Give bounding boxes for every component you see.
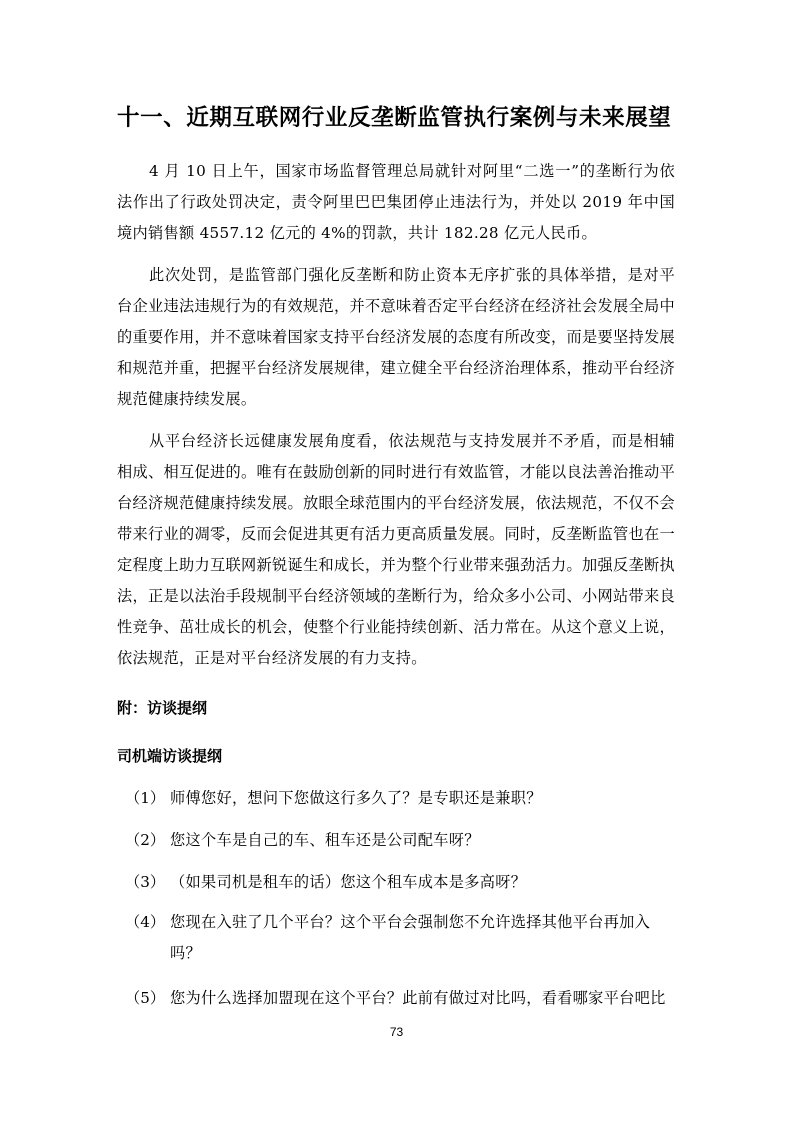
question-number: （5） — [125, 989, 166, 1007]
question-number: （4） — [125, 913, 166, 931]
question-number: （1） — [125, 789, 166, 807]
page-number: 73 — [389, 1025, 404, 1039]
question-text: 您这个车是自己的车、租车还是公司配车呀？ — [170, 831, 480, 849]
question-text: （如果司机是租车的话）您这个租车成本是多高呀？ — [170, 873, 527, 891]
appendix-heading: 附：访谈提纲 — [117, 699, 208, 717]
question-number: （3） — [125, 873, 166, 891]
question-text: 师傅您好，想问下您做这行多久了？是专职还是兼职？ — [170, 789, 542, 807]
question-text: 您为什么选择加盟现在这个平台？此前有做过对比吗，看看哪家平台吧比 — [170, 989, 666, 1007]
question-text: 您现在入驻了几个平台？这个平台会强制您不允许选择其他平台再加入吗？ — [170, 913, 651, 962]
driver-interview-heading: 司机端访谈提纲 — [117, 747, 223, 765]
paragraph-penalty: 4 月 10 日上午，国家市场监督管理总局就针对阿里“二选一”的垄断行为依法作出了行政处罚决定，责令阿里巴巴集团停止违法行为，并处以 2019 年中国境内销售额 4557.12 亿元的 4%的罚款，共计 182.28 亿元人民币。 — [117, 162, 675, 242]
paragraph-outlook: 从平台经济长远健康发展角度看，依法规范与支持发展并不矛盾，而是相辅相成、相互促进的。唯有在鼓励创新的同时进行有效监管，才能以良法善治推动平台经济规范健康持续发展。放眼全球范围内的平台经济发展，依法规范，不仅不会带来行业的凋零，反而会促进其更有活力更高质量发展。同时，反垄断监管也在一定程度上助力互联网新锐诞生和成长，并为整个行业带来强劲活力。加强反垄断执法，正是以法治手段规制平台经济领域的垄断行为，给众多小公司、小网站带来良性竞争、茁壮成长的机会，使整个行业能持续创新、活力常在。从这个意义上说，依法规范，正是对平台经济发展的有力支持。 — [117, 432, 675, 667]
question-number: （2） — [125, 831, 166, 849]
section-title: 十一、近期互联网行业反垄断监管执行案例与未来展望 — [117, 105, 672, 131]
paragraph-significance: 此次处罚，是监管部门强化反垄断和防止资本无序扩张的具体举措，是对平台企业违法违规行为的有效规范，并不意味着否定平台经济在经济社会发展全局中的重要作用，并不意味着国家支持平台经济发展的态度有所改变，而是要坚持发展和规范并重，把握平台经济发展规律，建立健全平台经济治理体系，推动平台经济规范健康持续发展。 — [117, 266, 675, 408]
